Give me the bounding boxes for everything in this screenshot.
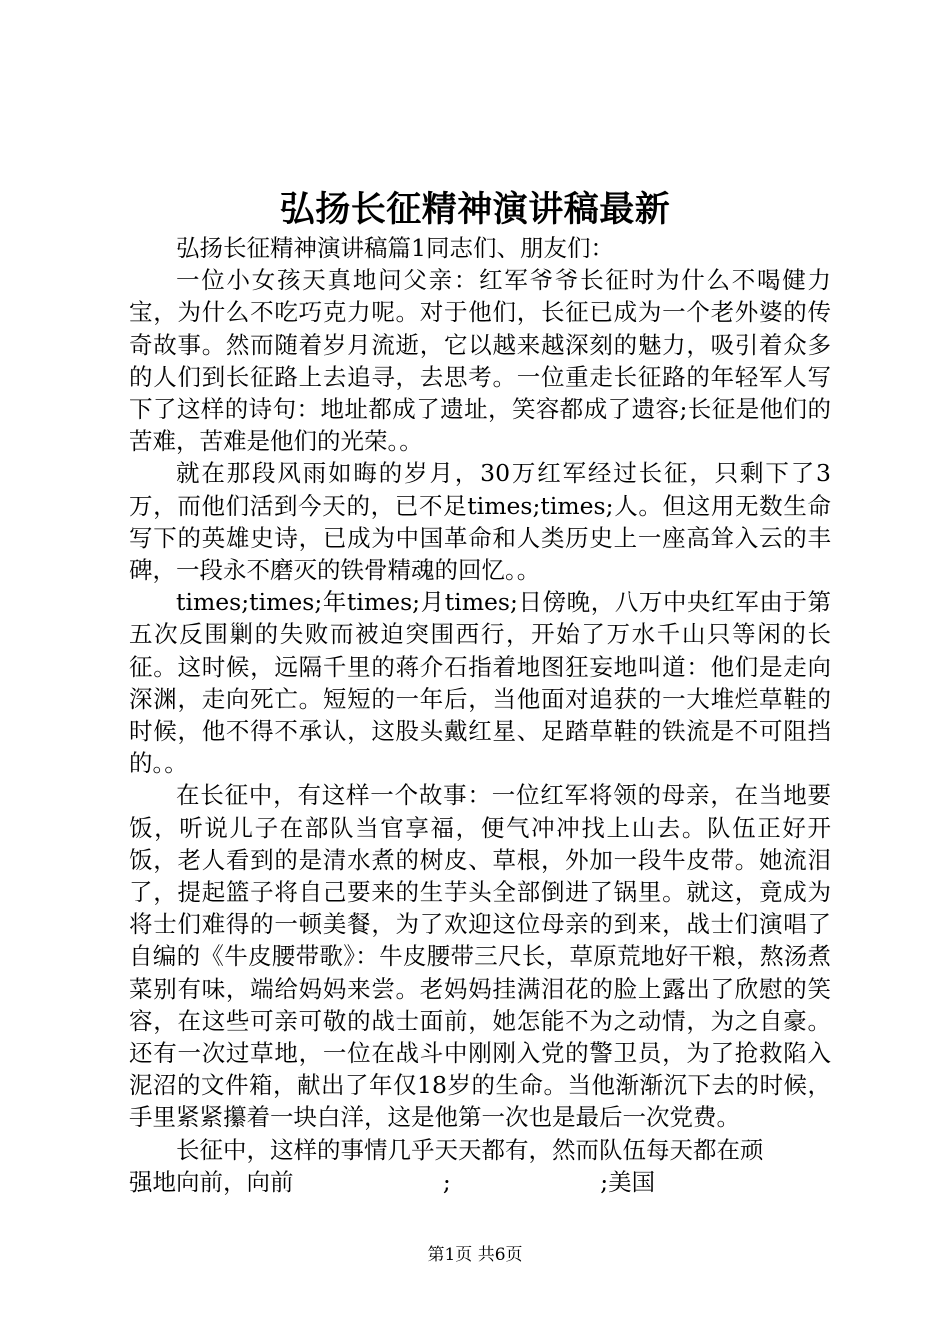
paragraph: 一位小女孩天真地问父亲：红军爷爷长征时为什么不喝健力宝，为什么不吃巧克力呢。对于他们，长征已成为一个老外婆的传奇故事。然而随着岁月流逝，它以越来越深刻的魅力，吸引着众多的人们到长征路上去追寻，去思考。一位重走长征路的年轻军人写下了这样的诗句：地址都成了遗址，笑容都成了遗容;长征是他们的苦难，苦难是他们的光荣。。 — [129, 266, 831, 456]
paragraph: 就在那段风雨如晦的岁月，30万红军经过长征，只剩下了3万，而他们活到今天的，已不足times;times;人。但这用无数生命写下的英雄史诗，已成为中国革命和人类历史上一座高耸入云的丰碑，一段永不磨灭的铁骨精魂的回忆。。 — [129, 459, 831, 585]
paragraph: 在长征中，有这样一个故事：一位红军将领的母亲，在当地要饭，听说儿子在部队当官享福，便气冲冲找上山去。队伍正好开饭，老人看到的是清水煮的树皮、草根，外加一段牛皮带。她流泪了，提起篮子将自己要来的生芋头全部倒进了锅里。就这，竟成为将士们难得的一顿美餐，为了欢迎这位母亲的到来，战士们演唱了自编的《牛皮腰带歌》：牛皮腰带三尺长，草原荒地好干粮，熬汤煮菜别有味，端给妈妈来尝。老妈妈挂满泪花的脸上露出了欣慰的笑容，在这些可亲可敬的战士面前，她怎能不为之动情，为之自豪。还有一次过草地，一位在战斗中刚刚入党的警卫员，为了抢救陷入泥沼的文件箱，献出了年仅18岁的生命。当他渐渐沉下去的时候，手里紧紧攥着一块白洋，这是他第一次也是最后一次党费。 — [129, 781, 831, 1132]
paragraph: times;times;年times;月times;日傍晚，八万中央红军由于第五次反围剿的失败而被迫突围西行，开始了万水千山只等闲的长征。这时候，远隔千里的蒋介石指着地图狂妄地叫道：他们是走向深渊，走向死亡。短短的一年后，当他面对追获的一大堆烂草鞋的时候，他不得不承认，这股头戴红星、足踏草鞋的铁流是不可阻挡的。。 — [129, 588, 831, 778]
paragraph-continuation: 强地向前，向前 ; ;美国 — [129, 1167, 656, 1196]
page-number-footer: 第1页 共6页 — [427, 1245, 523, 1265]
paragraph: 弘扬长征精神演讲稿篇1同志们、朋友们： — [176, 234, 614, 262]
document-body — [129, 232, 831, 1198]
document-title: 弘扬长征精神演讲稿最新 — [279, 189, 671, 230]
paragraph: 长征中，这样的事情几乎天天都有，然而队伍每天都在顽 — [176, 1135, 764, 1164]
